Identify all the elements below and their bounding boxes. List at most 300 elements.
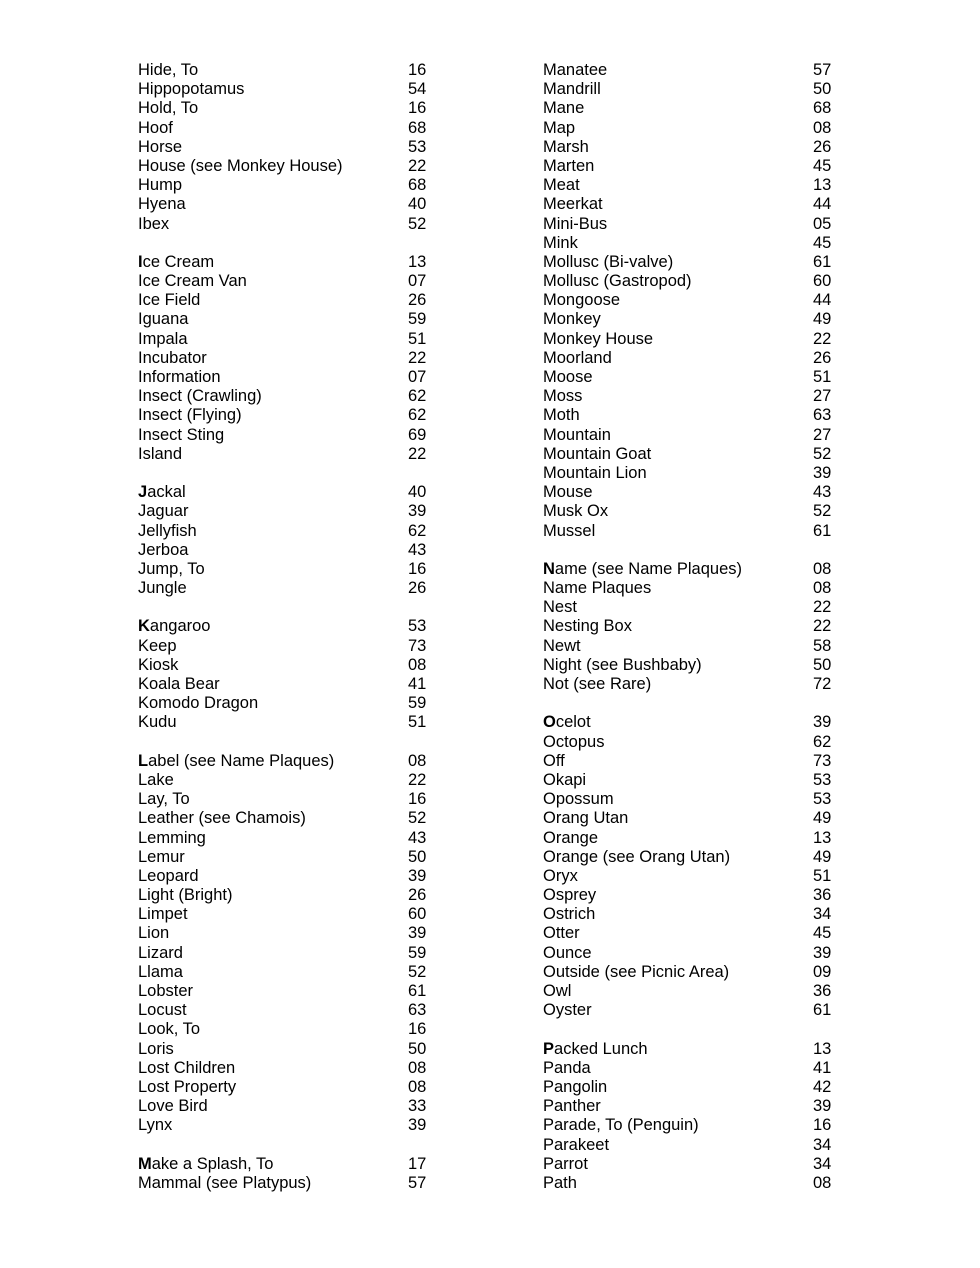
index-term <box>543 637 581 656</box>
index-term <box>138 1059 235 1078</box>
index-page-number: 43 <box>813 483 832 502</box>
index-entry <box>543 848 843 867</box>
index-term <box>543 790 614 809</box>
index-page-number: 39 <box>408 866 427 885</box>
index-page-number: 50 <box>408 847 427 866</box>
section-gap <box>138 464 438 483</box>
section-initial-letter: I <box>138 252 143 271</box>
index-term <box>138 541 188 560</box>
index-page-number: 43 <box>408 828 427 847</box>
index-page-number: 08 <box>813 1173 832 1192</box>
index-term-text: Limpet <box>138 905 188 924</box>
index-term <box>138 330 188 349</box>
index-page-number: 07 <box>408 272 427 291</box>
section-initial-letter: K <box>138 617 150 636</box>
index-term <box>138 99 198 118</box>
index-term <box>543 1116 699 1135</box>
index-term <box>138 809 306 828</box>
index-entry <box>138 1155 438 1174</box>
index-page-number: 26 <box>408 579 427 598</box>
index-entry <box>138 522 438 541</box>
index-page-number: 22 <box>813 598 832 617</box>
index-entry <box>543 426 843 445</box>
index-term-text: Leather (see Chamois) <box>138 809 306 828</box>
index-term-text: Hoof <box>138 118 173 137</box>
index-entry <box>543 1078 843 1097</box>
index-entry <box>138 176 438 195</box>
index-term <box>138 829 206 848</box>
index-term <box>543 579 651 598</box>
index-term-text: Lake <box>138 770 174 789</box>
index-entry <box>543 522 843 541</box>
index-term-text: Ice Cream Van <box>138 272 247 291</box>
index-entry <box>543 445 843 464</box>
index-page-number: 26 <box>408 291 427 310</box>
index-page-number: 34 <box>813 1135 832 1154</box>
index-entry <box>543 1001 843 1020</box>
index-term-text: Manatee <box>543 61 608 79</box>
index-entry <box>543 195 843 214</box>
index-entry <box>138 694 438 713</box>
index-term-text: Mini-Bus <box>543 214 608 233</box>
index-entry <box>138 272 438 291</box>
index-term <box>543 829 598 848</box>
index-page-number: 69 <box>408 425 427 444</box>
index-term <box>543 656 702 675</box>
index-term <box>543 483 593 502</box>
index-term-text: Iguana <box>138 310 189 329</box>
index-term <box>543 253 673 272</box>
index-page-number: 68 <box>813 99 832 118</box>
index-term-text: Opossum <box>543 790 614 809</box>
index-term <box>543 867 578 886</box>
section-initial-letter: P <box>543 1039 555 1058</box>
index-term-text: Mane <box>543 99 585 118</box>
index-term-text: Llama <box>138 962 183 981</box>
index-page-number: 45 <box>813 233 832 252</box>
index-term <box>543 1136 609 1155</box>
index-page-number: 68 <box>408 176 427 195</box>
index-page-number: 39 <box>408 924 427 943</box>
section-gap <box>138 1136 438 1155</box>
index-entry <box>543 406 843 425</box>
index-term <box>138 771 174 790</box>
index-term <box>543 1097 601 1116</box>
index-term-text: Mollusc (Gastropod) <box>543 272 692 291</box>
index-entry <box>138 924 438 943</box>
index-page-number: 07 <box>408 368 427 386</box>
index-page-number: 54 <box>408 80 427 99</box>
index-page-number: 08 <box>408 655 427 674</box>
index-term-text: Kiosk <box>138 655 179 674</box>
index-entry <box>543 713 843 732</box>
index-page-number: 59 <box>408 694 427 713</box>
index-entry <box>543 138 843 157</box>
index-page-number: 36 <box>813 982 832 1000</box>
index-term <box>138 752 334 771</box>
index-entry <box>138 1059 438 1078</box>
index-page-number: 63 <box>813 406 832 425</box>
index-term-text: Mountain Lion <box>543 463 647 482</box>
index-entry <box>138 387 438 406</box>
index-page-number: 51 <box>813 368 832 386</box>
index-entry <box>138 426 438 445</box>
index-term <box>543 349 612 368</box>
index-term <box>138 848 185 867</box>
index-entry <box>543 675 843 694</box>
index-page-number: 44 <box>813 291 832 310</box>
index-term-text: ce Cream <box>142 252 215 271</box>
index-entry <box>543 61 843 80</box>
index-term-text: Monkey House <box>543 329 654 348</box>
index-term <box>138 1040 174 1059</box>
index-entry <box>543 752 843 771</box>
index-entry <box>138 617 438 636</box>
index-page-number: 22 <box>408 156 427 175</box>
index-term <box>543 963 729 982</box>
index-entry <box>138 675 438 694</box>
section-gap <box>138 733 438 752</box>
index-column-left <box>138 61 438 1193</box>
index-entry <box>543 598 843 617</box>
index-entry <box>138 982 438 1001</box>
index-entry <box>138 867 438 886</box>
index-term-text: Night (see Bushbaby) <box>543 655 702 674</box>
index-term <box>543 406 580 425</box>
index-term <box>138 905 188 924</box>
index-page-number: 39 <box>813 1097 832 1116</box>
index-term <box>543 1001 592 1020</box>
index-entry <box>543 982 843 1001</box>
index-page-number: 22 <box>408 348 427 367</box>
index-term-text: Nesting Box <box>543 617 632 636</box>
index-term-text: Osprey <box>543 886 597 905</box>
index-term-text: Oyster <box>543 1001 592 1020</box>
index-term-text: Meerkat <box>543 195 603 214</box>
index-entry <box>138 349 438 368</box>
index-page-number: 51 <box>408 329 427 348</box>
index-term-text: Parrot <box>543 1154 588 1173</box>
index-term <box>543 522 595 541</box>
index-page-number: 27 <box>813 387 832 406</box>
index-entry <box>138 771 438 790</box>
index-page-number: 52 <box>813 444 832 463</box>
index-term-text: Information <box>138 368 221 386</box>
index-page-number: 61 <box>408 982 427 1000</box>
index-page-number: 08 <box>408 751 427 770</box>
index-term-text: Impala <box>138 329 188 348</box>
index-page-number: 39 <box>408 1116 427 1135</box>
index-entry <box>543 80 843 99</box>
index-page-number: 45 <box>813 156 832 175</box>
index-term-text: ake a Splash, To <box>151 1154 274 1173</box>
section-initial-letter: J <box>138 483 148 502</box>
index-term-text: Mountain <box>543 425 611 444</box>
index-term-text: Orang Utan <box>543 809 629 828</box>
index-term-text: Oryx <box>543 866 578 885</box>
index-term <box>543 272 692 291</box>
index-entry <box>138 752 438 771</box>
index-entry <box>543 1136 843 1155</box>
index-term <box>138 1001 187 1020</box>
index-term <box>138 675 220 694</box>
section-gap <box>138 234 438 253</box>
index-term <box>138 176 182 195</box>
index-entry <box>543 176 843 195</box>
index-term <box>138 61 198 80</box>
index-column-right <box>543 61 843 1193</box>
index-term <box>138 215 169 234</box>
index-term <box>543 598 577 617</box>
index-entry <box>138 61 438 80</box>
index-term <box>138 982 193 1001</box>
index-term-text: Otter <box>543 924 580 943</box>
index-term <box>543 713 591 732</box>
index-page-number: 60 <box>813 272 832 291</box>
index-page-number: 53 <box>408 137 427 156</box>
index-entry <box>138 1001 438 1020</box>
index-term <box>543 1078 607 1097</box>
index-entry <box>543 1059 843 1078</box>
index-entry <box>138 330 438 349</box>
index-term-text: Marsh <box>543 137 589 156</box>
index-term <box>138 502 188 521</box>
index-entry <box>543 867 843 886</box>
index-term-text: Mollusc (Bi-valve) <box>543 252 674 271</box>
index-entry <box>138 790 438 809</box>
index-term-text: Jerboa <box>138 540 189 559</box>
index-page-number: 53 <box>408 617 427 636</box>
index-term-text: Ibex <box>138 214 170 233</box>
index-entry <box>138 80 438 99</box>
index-entry <box>138 406 438 425</box>
index-page-number: 39 <box>408 502 427 521</box>
index-entry <box>138 637 438 656</box>
index-entry <box>138 1078 438 1097</box>
index-term <box>138 119 173 138</box>
index-term-text: Path <box>543 1173 577 1192</box>
index-page-number: 16 <box>408 790 427 809</box>
index-entry <box>138 157 438 176</box>
index-page-number: 16 <box>408 1020 427 1039</box>
index-term-text: Hippopotamus <box>138 80 245 99</box>
index-entry <box>138 368 438 387</box>
index-page-number: 13 <box>813 1039 832 1058</box>
index-page-number: 45 <box>813 924 832 943</box>
index-term <box>543 617 632 636</box>
index-entry <box>138 502 438 521</box>
index-term-text: Mouse <box>543 483 593 502</box>
index-page-number: 50 <box>813 80 832 99</box>
index-term-text: Lizard <box>138 943 183 962</box>
index-term-text: Island <box>138 444 183 463</box>
index-entry <box>543 1174 843 1193</box>
index-term-text: Jellyfish <box>138 521 197 540</box>
index-entry <box>138 829 438 848</box>
index-entry <box>138 215 438 234</box>
index-term-text: Pangolin <box>543 1077 608 1096</box>
index-term <box>543 215 607 234</box>
index-term-text: Lemur <box>138 847 185 866</box>
index-page-number: 57 <box>813 61 832 79</box>
index-term-text: Orange (see Orang Utan) <box>543 847 731 866</box>
index-entry <box>138 579 438 598</box>
index-term-text: Ice Field <box>138 291 201 310</box>
index-term-text: Off <box>543 751 565 770</box>
index-entry <box>138 886 438 905</box>
index-entry <box>543 387 843 406</box>
index-entry <box>543 253 843 272</box>
index-term <box>138 924 169 943</box>
index-term <box>543 733 604 752</box>
index-term-text: Jump, To <box>138 559 205 578</box>
index-entry <box>138 138 438 157</box>
section-initial-letter: L <box>138 751 149 770</box>
index-term <box>138 426 224 445</box>
index-page-number: 42 <box>813 1077 832 1096</box>
index-entry <box>543 368 843 387</box>
index-page-number: 16 <box>408 61 427 79</box>
index-page-number: 52 <box>813 502 832 521</box>
index-page-number: 62 <box>408 406 427 425</box>
index-term-text: Monkey <box>543 310 601 329</box>
index-entry <box>543 579 843 598</box>
index-entry <box>138 848 438 867</box>
index-entry <box>543 502 843 521</box>
index-term-text: Incubator <box>138 348 207 367</box>
index-term-text: Okapi <box>543 770 587 789</box>
index-entry <box>138 541 438 560</box>
index-entry <box>543 905 843 924</box>
index-page-number: 49 <box>813 847 832 866</box>
index-term <box>138 138 182 157</box>
index-term-text: Light (Bright) <box>138 886 233 905</box>
index-term <box>543 560 742 579</box>
index-term <box>543 886 596 905</box>
index-page-number: 22 <box>813 329 832 348</box>
index-term <box>138 1116 172 1135</box>
index-entry <box>138 713 438 732</box>
index-term <box>138 656 178 675</box>
index-term-text: Ounce <box>543 943 592 962</box>
index-term <box>138 1020 200 1039</box>
index-term <box>138 1174 311 1193</box>
index-term <box>138 637 177 656</box>
index-page-number: 41 <box>813 1058 832 1077</box>
index-term-text: Lost Property <box>138 1077 237 1096</box>
index-entry <box>543 924 843 943</box>
index-term <box>138 310 188 329</box>
index-term <box>138 713 177 732</box>
index-term-text: abel (see Name Plaques) <box>148 751 335 770</box>
index-term <box>138 1097 208 1116</box>
index-term-text: Mandrill <box>543 80 601 99</box>
index-page-number: 50 <box>813 655 832 674</box>
index-page-number: 13 <box>813 828 832 847</box>
index-page-number: 51 <box>813 866 832 885</box>
index-page-number: 33 <box>408 1097 427 1116</box>
index-page-number: 08 <box>813 559 832 578</box>
index-term-text: Lobster <box>138 982 194 1000</box>
index-term-text: Jaguar <box>138 502 189 521</box>
index-entry <box>543 733 843 752</box>
index-entry <box>543 886 843 905</box>
index-term-text: Orange <box>543 828 599 847</box>
index-term <box>543 119 575 138</box>
section-gap <box>138 598 438 617</box>
index-term <box>543 752 565 771</box>
index-entry <box>138 483 438 502</box>
index-page-number: 34 <box>813 905 832 924</box>
index-term-text: Leopard <box>138 866 199 885</box>
index-term <box>138 617 210 636</box>
index-term-text: Mink <box>543 233 578 252</box>
index-term-text: Name Plaques <box>543 579 652 598</box>
index-entry <box>543 349 843 368</box>
index-page-number: 53 <box>813 790 832 809</box>
index-term-text: Keep <box>138 636 177 655</box>
index-term-text: Parade, To (Penguin) <box>543 1116 699 1135</box>
index-term <box>543 445 651 464</box>
index-entry <box>138 963 438 982</box>
index-page-number: 62 <box>408 521 427 540</box>
index-entry <box>543 464 843 483</box>
index-term-text: ackal <box>147 483 186 502</box>
index-entry <box>543 963 843 982</box>
index-term <box>543 905 595 924</box>
index-page-number: 41 <box>408 675 427 693</box>
index-page-number: 09 <box>813 962 832 981</box>
index-page-number: 26 <box>813 348 832 367</box>
index-entry <box>543 330 843 349</box>
index-page-number: 22 <box>813 617 832 636</box>
section-gap <box>543 694 843 713</box>
index-term-text: Panther <box>543 1097 601 1116</box>
index-entry <box>138 1040 438 1059</box>
index-term <box>543 848 730 867</box>
index-page-number: 73 <box>813 751 832 770</box>
index-term-text: Lay, To <box>138 790 190 809</box>
index-term-text: Musk Ox <box>543 502 609 521</box>
index-term <box>138 387 262 406</box>
index-entry <box>543 617 843 636</box>
index-page-number: 26 <box>408 886 427 905</box>
index-entry <box>138 253 438 272</box>
index-term-text: Outside (see Picnic Area) <box>543 962 730 981</box>
index-term <box>543 234 578 253</box>
index-term-text: Locust <box>138 1001 187 1020</box>
section-initial-letter: O <box>543 713 556 732</box>
index-entry <box>543 829 843 848</box>
index-term-text: Loris <box>138 1039 174 1058</box>
index-term <box>543 61 607 80</box>
index-page-number: 08 <box>813 579 832 598</box>
index-page-number: 26 <box>813 137 832 156</box>
index-page-number: 16 <box>408 559 427 578</box>
index-entry <box>543 1116 843 1135</box>
index-entry <box>543 790 843 809</box>
index-term-text: Insect (Crawling) <box>138 387 262 406</box>
index-term-text: Kudu <box>138 713 177 732</box>
index-page-number: 63 <box>408 1001 427 1020</box>
index-term <box>543 138 589 157</box>
index-entry <box>543 215 843 234</box>
index-entry <box>138 1097 438 1116</box>
index-page-number: 22 <box>408 770 427 789</box>
index-page-number: 44 <box>813 195 832 214</box>
index-page-number: 59 <box>408 310 427 329</box>
index-term <box>543 924 580 943</box>
